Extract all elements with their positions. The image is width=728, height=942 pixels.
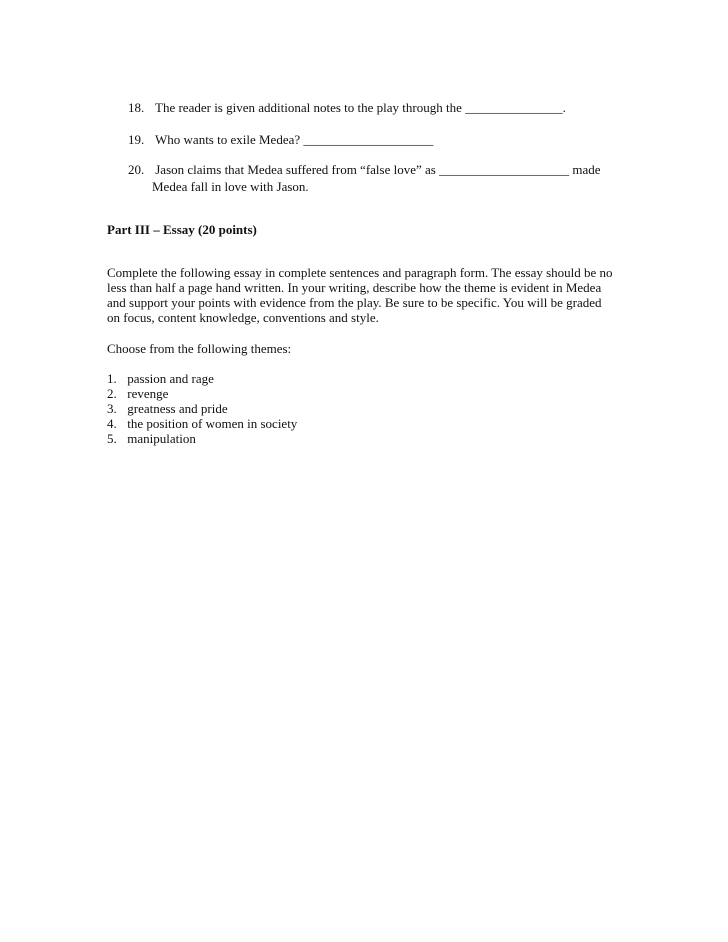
list-item	[107, 416, 297, 431]
question-19	[128, 131, 433, 148]
instructions-line: and support your points with evidence from the play. Be sure to be specific. You will be graded	[107, 295, 602, 310]
section-heading: Part III – Essay (20 points)	[107, 222, 257, 237]
question-text: The reader is given additional notes to the play through the _______________.	[155, 100, 566, 115]
theme-number: 1.	[107, 371, 117, 386]
question-20	[128, 161, 601, 195]
question-18	[128, 99, 566, 116]
theme-text: revenge	[127, 386, 169, 401]
question-text-continued: Medea fall in love with Jason.	[152, 179, 309, 194]
theme-number: 4.	[107, 416, 117, 431]
question-number: 19.	[128, 132, 145, 147]
theme-number: 5.	[107, 431, 117, 446]
question-text: Jason claims that Medea suffered from “false love” as ____________________ made	[155, 162, 601, 177]
question-number: 20.	[128, 162, 145, 177]
list-item	[107, 371, 297, 386]
choose-prompt	[107, 341, 627, 356]
theme-text: passion and rage	[127, 371, 214, 386]
theme-number: 2.	[107, 386, 117, 401]
list-item	[107, 386, 297, 401]
theme-text: the position of women in society	[127, 416, 298, 431]
theme-text: greatness and pride	[127, 401, 228, 416]
instructions-line: Complete the following essay in complete sentences and paragraph form. The essay should be no	[107, 265, 613, 280]
theme-number: 3.	[107, 401, 117, 416]
theme-text: manipulation	[127, 431, 196, 446]
essay-instructions	[107, 265, 627, 325]
instructions-line: less than half a page hand written. In your writing, describe how the theme is evident in Medea	[107, 280, 602, 295]
list-item	[107, 401, 297, 416]
question-text: Who wants to exile Medea? ____________________	[155, 132, 434, 147]
instructions-line: on focus, content knowledge, conventions and style.	[107, 310, 379, 325]
choose-text: Choose from the following themes:	[107, 341, 292, 356]
themes-list	[107, 371, 297, 446]
list-item	[107, 431, 297, 446]
question-number: 18.	[128, 100, 145, 115]
